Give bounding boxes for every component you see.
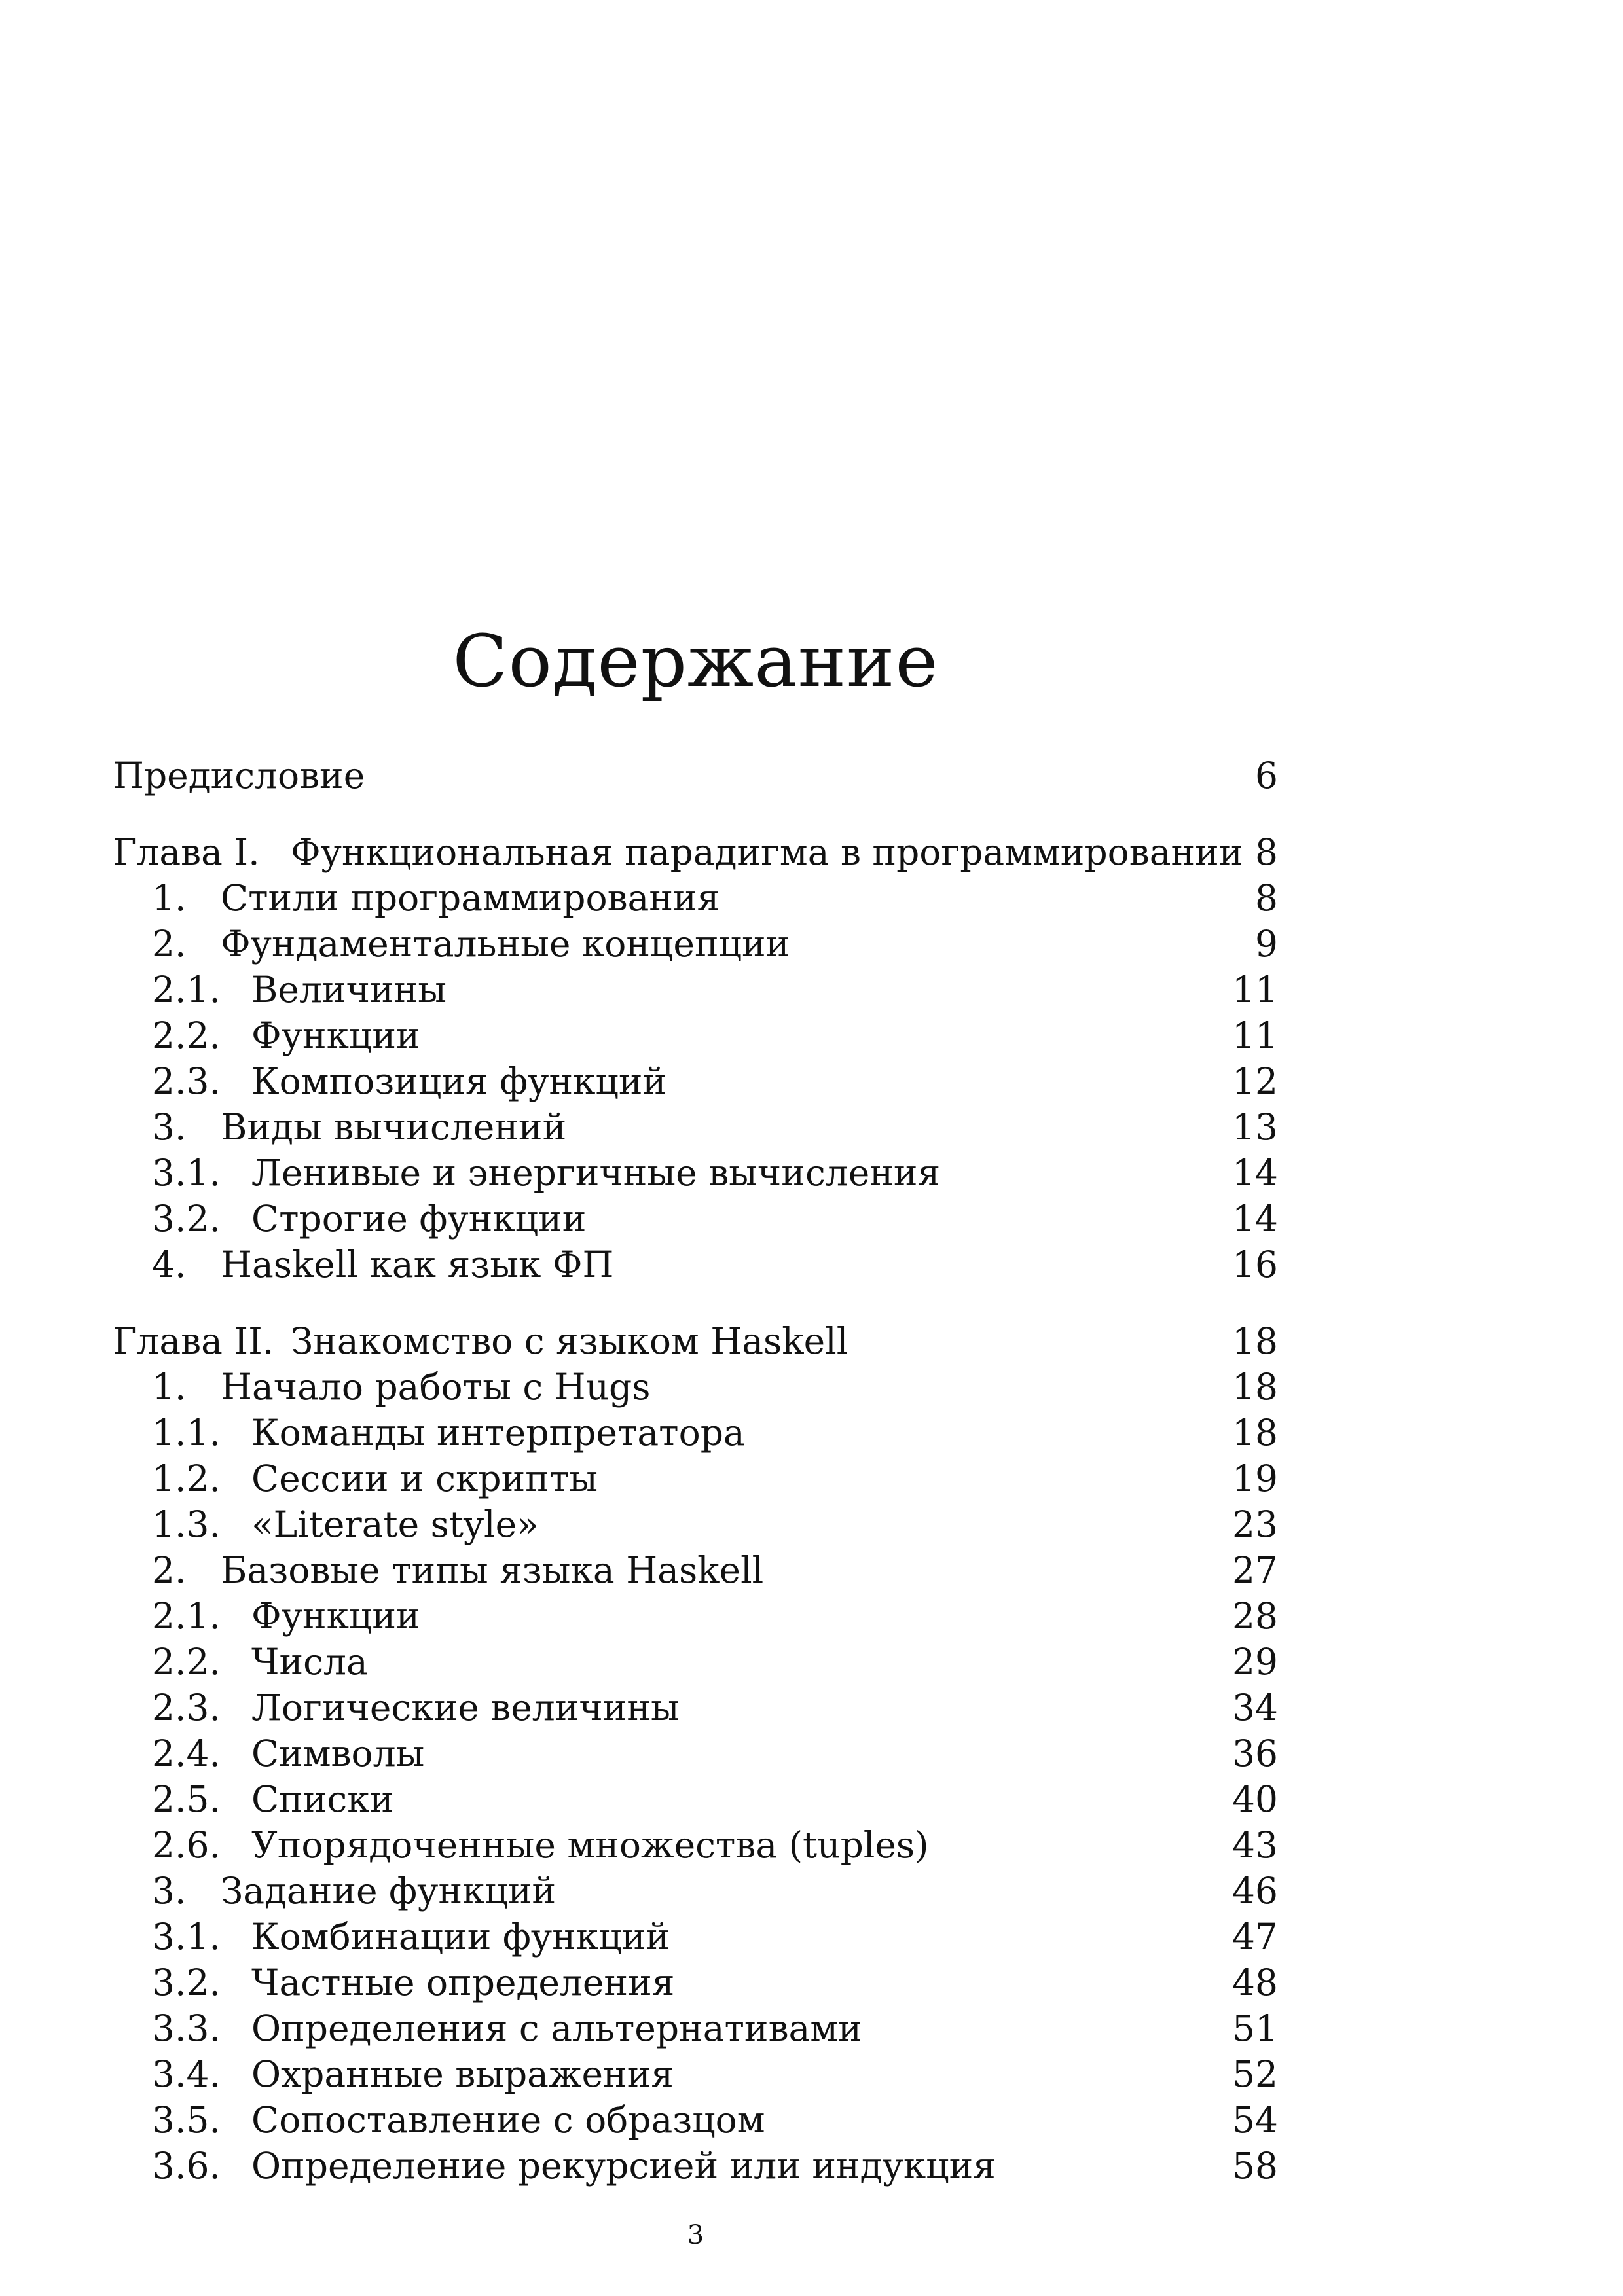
toc-entry-page: 34 (1232, 1687, 1278, 1729)
toc-entry-number: 3. (152, 1870, 187, 1912)
toc-entry-page: 27 (1232, 1549, 1278, 1591)
toc-entry-number: 3.5. (152, 2099, 221, 2141)
toc-entry-number: 1.3. (152, 1503, 221, 1545)
toc-entry-title: Комбинации функций (251, 1916, 670, 1958)
toc-entry-number: 2.5. (152, 1778, 221, 1820)
toc-entry-number: 3.6. (152, 2145, 221, 2187)
toc-entry-number: Глава I. (113, 831, 260, 873)
toc-entry-title: Функции (251, 1595, 420, 1637)
toc-entry-page: 43 (1232, 1824, 1278, 1866)
toc-entry[interactable] (113, 753, 1278, 798)
toc-entry[interactable] (113, 1196, 1278, 1242)
toc-entry-title: Виды вычислений (221, 1106, 567, 1148)
toc-entry-number: 2.2. (152, 1014, 221, 1056)
toc-entry-title: Базовые типы языка Haskell (221, 1549, 764, 1591)
toc-entry-number: 3.2. (152, 1962, 221, 2003)
toc-entry-page: 18 (1232, 1320, 1278, 1362)
toc-entry-title: «Literate style» (251, 1503, 539, 1545)
toc-entry[interactable] (113, 1822, 1278, 1868)
toc-entry[interactable] (113, 1914, 1278, 1960)
toc-entry-page: 29 (1232, 1641, 1278, 1683)
toc-entry-page: 8 (1255, 877, 1278, 919)
toc-entry-page: 19 (1232, 1458, 1278, 1499)
toc-entry-title: Определение рекурсией или индукция (251, 2145, 996, 2187)
toc-entry-title: Величины (251, 969, 447, 1011)
toc-entry-number: 4. (152, 1244, 187, 1285)
toc-entry-page: 8 (1255, 831, 1278, 873)
toc-entry[interactable] (113, 1593, 1278, 1639)
toc-entry-title: Строгие функции (251, 1198, 587, 1240)
toc-entry[interactable] (113, 1150, 1278, 1196)
toc-entry-number: Глава II. (113, 1320, 274, 1362)
toc-entry-page: 46 (1232, 1870, 1278, 1912)
toc-entry-page: 14 (1232, 1198, 1278, 1240)
toc-entry-title: Символы (251, 1732, 425, 1774)
toc-entry-title: Ленивые и энергичные вычисления (251, 1152, 941, 1194)
toc-entry[interactable] (113, 1776, 1278, 1822)
toc-entry-title: Списки (251, 1778, 394, 1820)
toc-entry-number: 3. (152, 1106, 187, 1148)
toc-entry-title: Задание функций (221, 1870, 556, 1912)
toc-entry-page: 11 (1232, 969, 1278, 1011)
toc-entry-page: 13 (1232, 1106, 1278, 1148)
toc-entry-number: 1.1. (152, 1412, 221, 1454)
toc-entry-number: 2.3. (152, 1060, 221, 1102)
toc-entry-title: Композиция функций (251, 1060, 667, 1102)
toc-entry-title: Числа (251, 1641, 368, 1683)
toc-entry-page: 23 (1232, 1503, 1278, 1545)
toc-entry-number: 2.1. (152, 1595, 221, 1637)
toc-entry-title: Сессии и скрипты (251, 1458, 598, 1499)
toc-entry[interactable] (113, 1364, 1278, 1410)
toc-entry-number: 2.6. (152, 1824, 221, 1866)
toc-entry-number: 2.3. (152, 1687, 221, 1729)
page-title: Содержание (452, 619, 939, 703)
toc-entry-title: Функциональная парадигма в программировании (291, 831, 1243, 873)
toc-entry-title: Охранные выражения (251, 2053, 674, 2095)
toc-entry[interactable] (113, 1685, 1278, 1731)
toc-entry-number: 2.2. (152, 1641, 221, 1683)
toc-entry-page: 48 (1232, 1962, 1278, 2003)
toc-entry[interactable] (113, 967, 1278, 1013)
toc-entry-page: 16 (1232, 1244, 1278, 1285)
toc-entry-title: Предисловие (113, 755, 365, 797)
toc-entry-page: 18 (1232, 1366, 1278, 1408)
toc-entry-number: 3.1. (152, 1916, 221, 1958)
toc-entry-title: Начало работы с Hugs (221, 1366, 651, 1408)
toc-entry[interactable] (113, 1731, 1278, 1776)
toc-entry-number: 1.2. (152, 1458, 221, 1499)
toc-entry-title: Haskell как язык ФП (221, 1244, 614, 1285)
toc-entry-page: 51 (1232, 2007, 1278, 2049)
toc-entry-title: Функции (251, 1014, 420, 1056)
toc-entry-page: 47 (1232, 1916, 1278, 1958)
toc-entry-page: 28 (1232, 1595, 1278, 1637)
toc-entry-title: Упорядоченные множества (tuples) (251, 1824, 929, 1866)
toc-entry[interactable] (113, 1456, 1278, 1501)
table-of-contents (113, 753, 1278, 2189)
toc-entry-title: Частные определения (251, 1962, 675, 2003)
toc-entry-page: 9 (1255, 923, 1278, 965)
toc-entry-page: 14 (1232, 1152, 1278, 1194)
toc-entry-number: 3.4. (152, 2053, 221, 2095)
toc-entry-number: 1. (152, 1366, 187, 1408)
toc-entry-number: 3.2. (152, 1198, 221, 1240)
toc-entry[interactable] (113, 2051, 1278, 2097)
toc-entry[interactable] (113, 1318, 1278, 1364)
toc-entry[interactable] (113, 1960, 1278, 2005)
toc-entry-number: 2.1. (152, 969, 221, 1011)
toc-entry-number: 2. (152, 923, 187, 965)
toc-entry-page: 54 (1232, 2099, 1278, 2141)
toc-entry-page: 11 (1232, 1014, 1278, 1056)
toc-entry-page: 18 (1232, 1412, 1278, 1454)
toc-entry-page: 52 (1232, 2053, 1278, 2095)
toc-entry-page: 40 (1232, 1778, 1278, 1820)
toc-entry[interactable] (113, 875, 1278, 921)
toc-entry-page: 58 (1232, 2145, 1278, 2187)
toc-entry[interactable] (113, 1058, 1278, 1104)
toc-entry-page: 36 (1232, 1732, 1278, 1774)
toc-entry[interactable] (113, 1868, 1278, 1914)
page-number: 3 (687, 2220, 704, 2250)
toc-entry[interactable] (113, 1242, 1278, 1287)
toc-entry[interactable] (113, 829, 1278, 875)
toc-entry[interactable] (113, 2143, 1278, 2189)
toc-entry-title: Сопоставление с образцом (251, 2099, 765, 2141)
toc-entry-number: 3.1. (152, 1152, 221, 1194)
toc-entry-title: Знакомство с языком Haskell (291, 1320, 848, 1362)
toc-entry[interactable] (113, 2005, 1278, 2051)
toc-entry-number: 2.4. (152, 1732, 221, 1774)
toc-entry-number: 1. (152, 877, 187, 919)
toc-entry[interactable] (113, 1501, 1278, 1547)
toc-entry-page: 12 (1232, 1060, 1278, 1102)
toc-entry[interactable] (113, 1013, 1278, 1058)
toc-entry-title: Фундаментальные концепции (221, 923, 790, 965)
toc-entry-number: 2. (152, 1549, 187, 1591)
toc-entry[interactable] (113, 1547, 1278, 1593)
toc-entry-title: Команды интерпретатора (251, 1412, 745, 1454)
toc-entry-page: 6 (1255, 755, 1278, 797)
toc-entry-number: 3.3. (152, 2007, 221, 2049)
toc-entry-title: Стили программирования (221, 877, 720, 919)
toc-entry[interactable] (113, 921, 1278, 967)
toc-entry-title: Определения с альтернативами (251, 2007, 862, 2049)
toc-entry-title: Логические величины (251, 1687, 680, 1729)
toc-entry[interactable] (113, 2097, 1278, 2143)
toc-entry[interactable] (113, 1639, 1278, 1685)
toc-entry[interactable] (113, 1410, 1278, 1456)
toc-entry[interactable] (113, 1104, 1278, 1150)
